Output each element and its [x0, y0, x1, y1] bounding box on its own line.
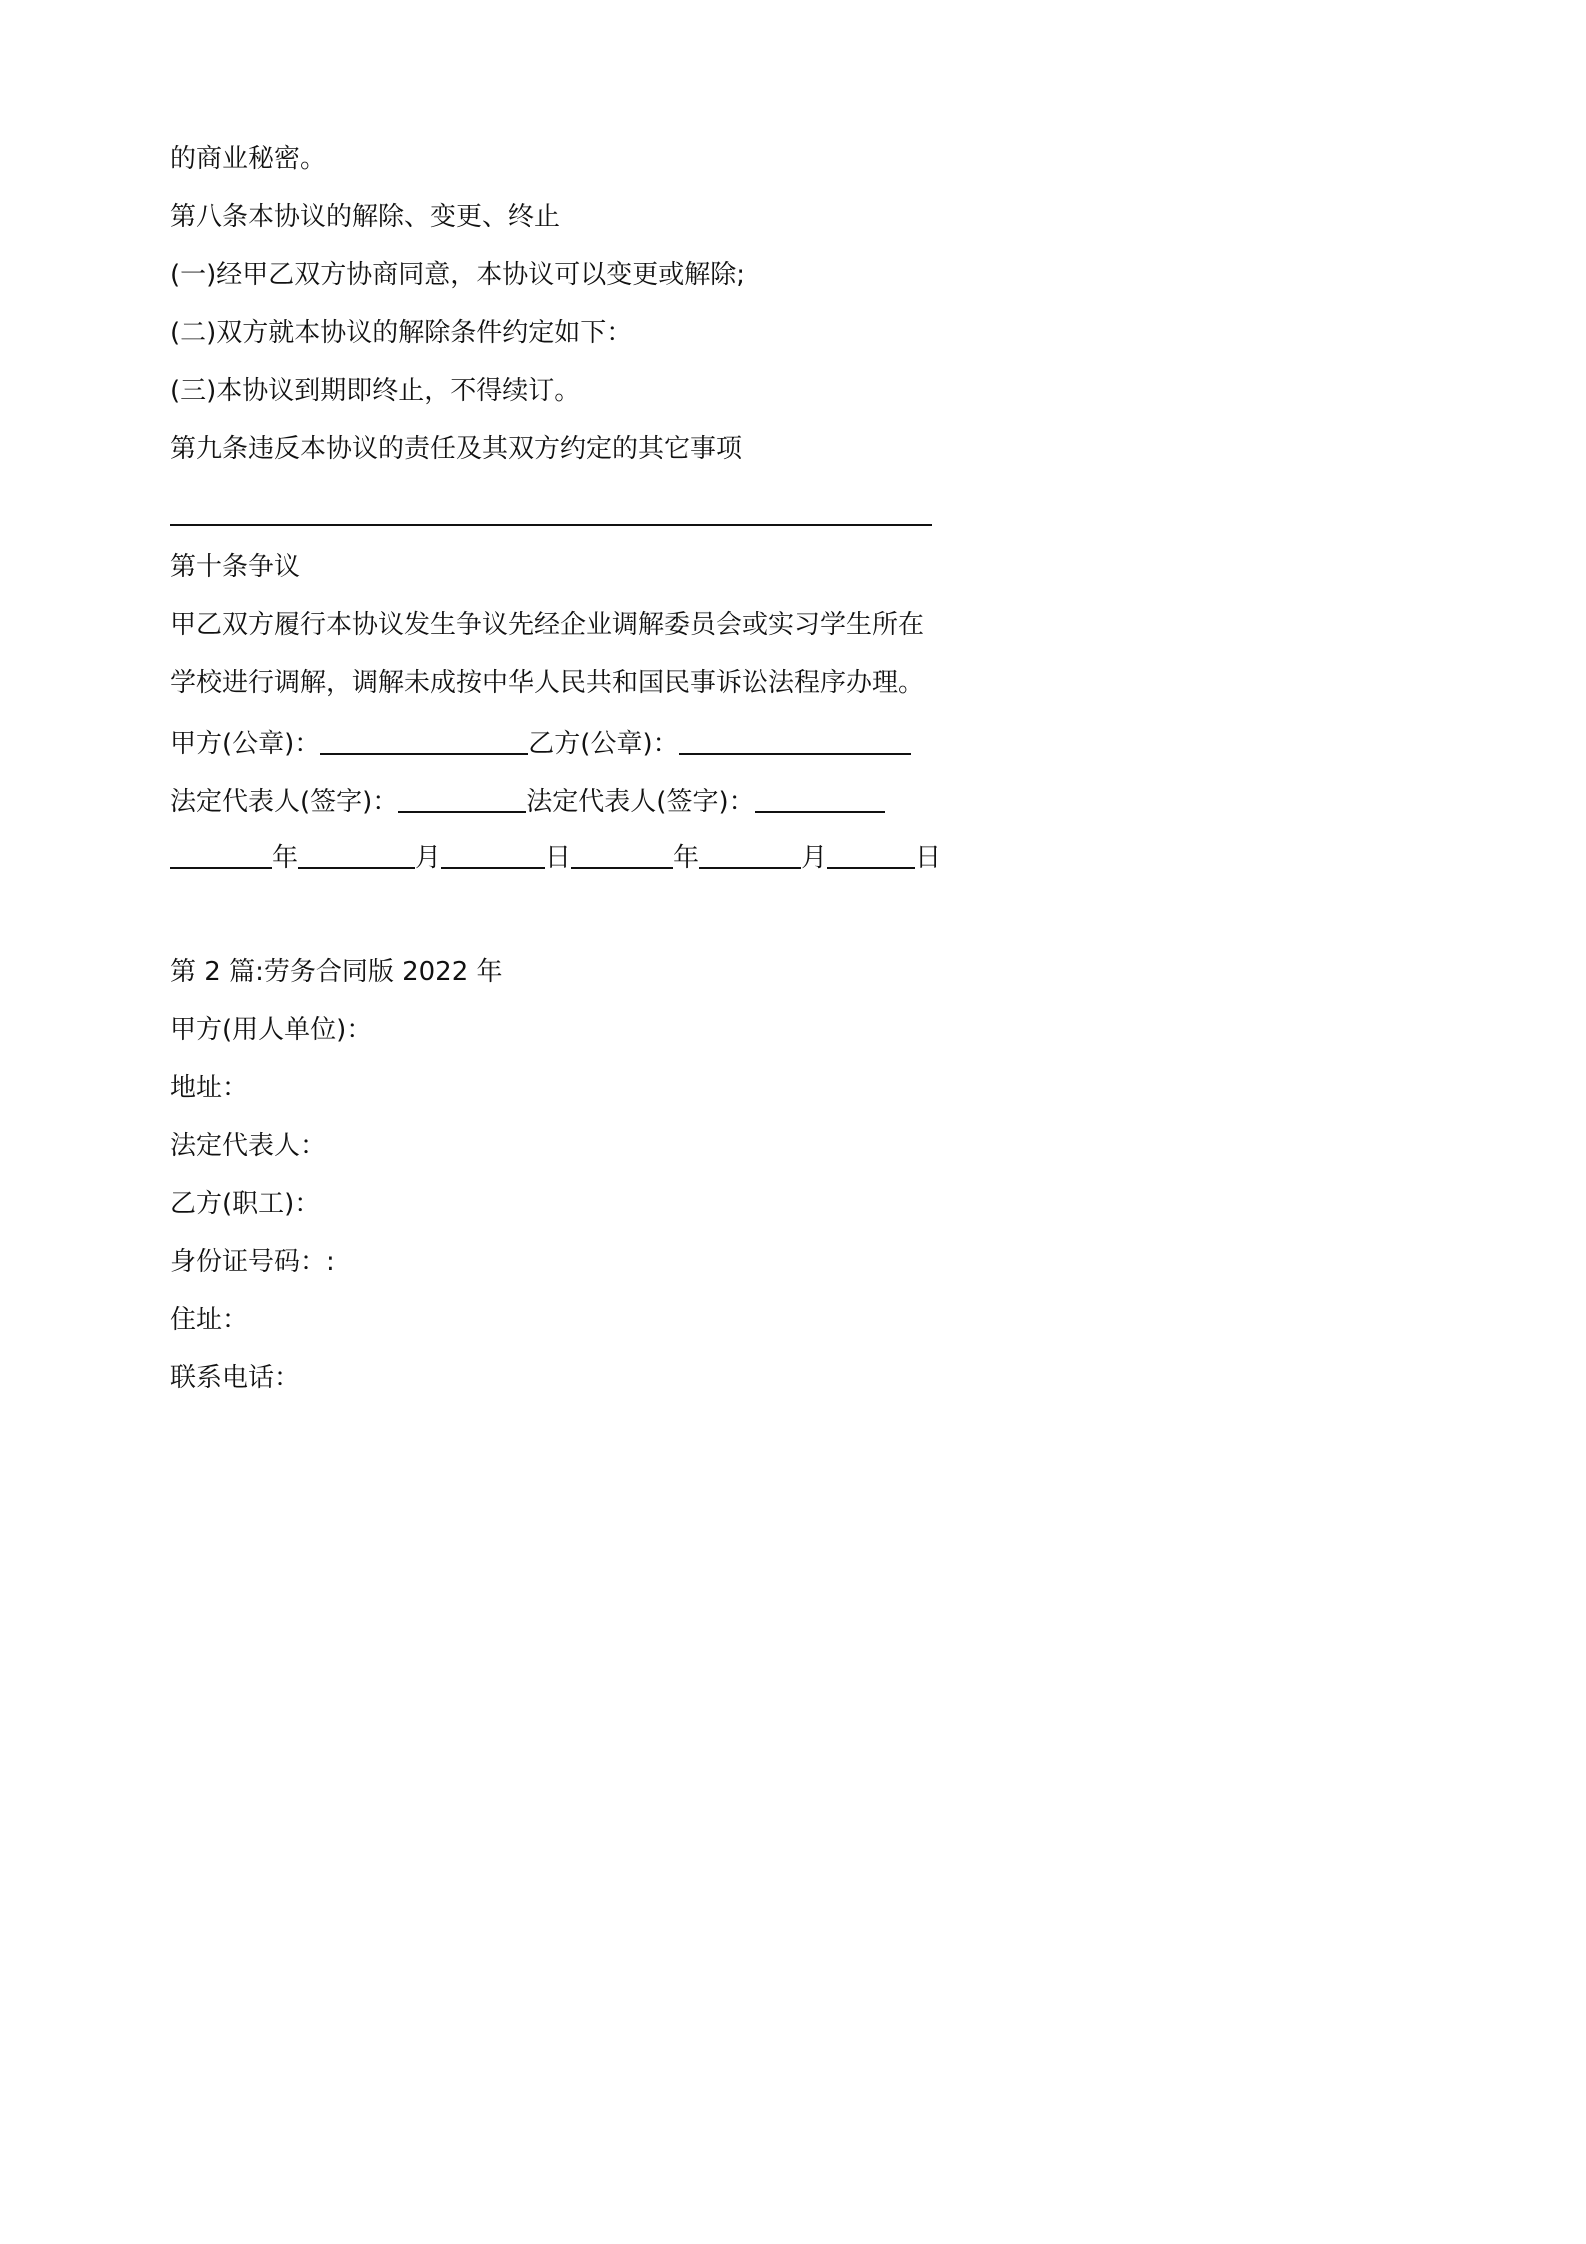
- clause-2: (二)双方就本协议的解除条件约定如下：: [170, 318, 633, 348]
- article-10-heading: 第十条争议: [170, 552, 301, 582]
- day-label: 日: [545, 843, 572, 873]
- month-label: 月: [801, 843, 828, 873]
- date-line: [170, 841, 941, 875]
- dispute-text-line-1: 甲乙双方履行本协议发生争议先经企业调解委员会或实习学生所在: [170, 610, 925, 640]
- date-blank: [298, 843, 415, 869]
- address-field: 地址：: [170, 1073, 249, 1103]
- seal-line: [170, 727, 911, 761]
- article-8-heading: 第八条本协议的解除、变更、终止: [170, 202, 561, 232]
- date-blank: [827, 843, 915, 869]
- day-label: 日: [915, 843, 942, 873]
- month-label: 月: [415, 843, 442, 873]
- party-b-seal-label: 乙方(公章)：: [528, 729, 679, 759]
- employer-field: 甲方(用人单位)：: [170, 1015, 373, 1045]
- party-a-seal-label: 甲方(公章)：: [170, 729, 321, 759]
- party-b-rep-blank: [755, 787, 885, 813]
- residence-field: 住址：: [170, 1305, 249, 1335]
- employee-field: 乙方(职工)：: [170, 1189, 321, 1219]
- id-number-field: 身份证号码：:: [170, 1247, 335, 1277]
- year-label: 年: [673, 843, 700, 873]
- date-blank: [571, 843, 673, 869]
- date-blank: [441, 843, 545, 869]
- date-blank: [170, 843, 272, 869]
- party-a-rep-label: 法定代表人(签字)：: [170, 787, 399, 817]
- dispute-text-line-2: 学校进行调解，调解未成按中华人民共和国民事诉讼法程序办理。: [170, 668, 925, 698]
- article-9-heading: 第九条违反本协议的责任及其双方约定的其它事项: [170, 434, 743, 464]
- clause-1: (一)经甲乙双方协商同意，本协议可以变更或解除;: [170, 260, 746, 290]
- text-line: 的商业秘密。: [170, 144, 327, 174]
- section-2-title: 第 2 篇:劳务合同版 2022 年: [170, 957, 503, 987]
- clause-3: (三)本协议到期即终止，不得续订。: [170, 376, 581, 406]
- party-b-seal-blank: [679, 729, 911, 755]
- party-a-rep-blank: [398, 787, 526, 813]
- blank-line: [170, 524, 932, 526]
- representative-line: [170, 785, 885, 819]
- party-a-seal-blank: [320, 729, 528, 755]
- document-page: [0, 0, 1108, 1568]
- date-blank: [699, 843, 801, 869]
- phone-field: 联系电话：: [170, 1363, 301, 1393]
- party-b-rep-label: 法定代表人(签字)：: [526, 787, 755, 817]
- year-label: 年: [272, 843, 299, 873]
- legal-rep-field: 法定代表人：: [170, 1131, 327, 1161]
